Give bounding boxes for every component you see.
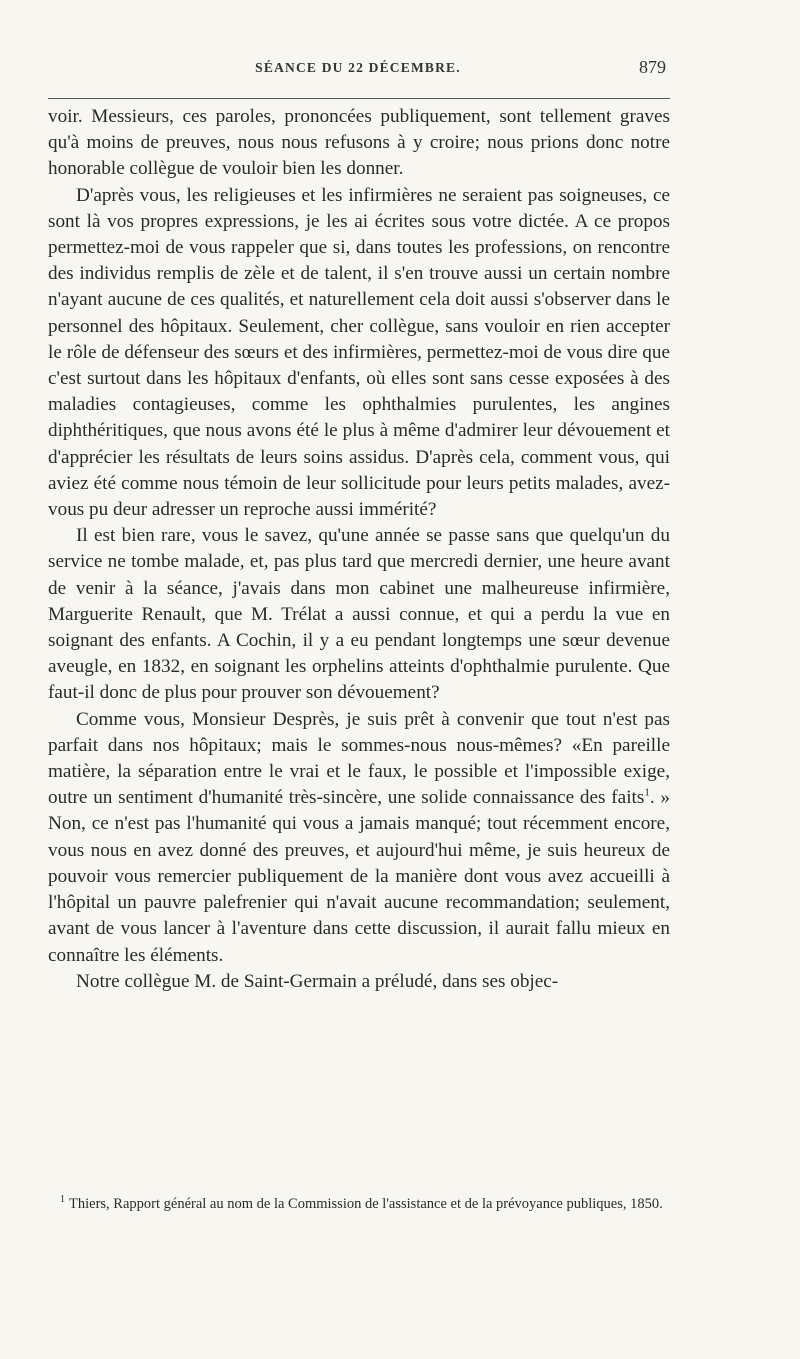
paragraph: Notre collègue M. de Saint-Germain a préludé, dans ses objec- [76,970,559,992]
page-number: 879 [639,57,666,77]
paragraph: Il est bien rare, vous le savez, qu'une année se passe sans que quelqu'un du service ne tombe malade, et, pas plus tard que mercredi dernier, une heure avant de venir à la séance, j'avais dans mon cabinet une malheureuse infirmière, Marguerite Renault, que M. Trélat a aussi connue, et qui a perdu la vue en soignant des enfants. A Cochin, il y a eu pendant longtemps une sœur devenue aveugle, en 1832, en soignant les orphelins atteints d'ophthalmie purulente. Que faut-il donc de plus pour prouver son dévouement? [48,525,670,704]
footnote-reference[interactable]: 1 [644,786,650,799]
footnote-text: Thiers, Rapport général au nom de la Commission de l'assistance et de la prévoyance publiques, 1850. [69,1196,663,1212]
footnote-marker: 1 [60,1194,65,1206]
paragraph: D'après vous, les religieuses et les infirmières ne seraient pas soigneuses, ce sont là vos propres expressions, je les ai écrites sous votre dictée. A ce propos permettez-moi de vous rappeler que si, dans toutes les professions, on rencontre des individus remplis de zèle et de talent, il s'en trouve aussi un certain nombre n'ayant aucune de ces qualités, et naturellement cela doit aussi s'observer dans le personnel des hôpitaux. Seulement, cher collègue, sans vouloir en rien accepter le rôle de défenseur des sœurs et des infirmières, permettez-moi de vous dire que c'est surtout dans les hôpitaux d'enfants, où elles sont sans cesse exposées à des maladies contagieuses, comme les ophthalmies purulentes, les angines diphthéritiques, que nous avons été le plus à même d'admirer leur dévouement et d'apprécier les résultats de leurs soins assidus. D'après cela, comment vous, qui aviez été comme nous témoin de leur sollicitude pour leurs petits malades, avez-vous pu deur adresser un reproche aussi immérité? [48,184,670,521]
paragraph-text: Comme vous, Monsieur Desprès, je suis prêt à convenir que tout n'est pas parfait dans nos hôpitaux; mais le sommes-nous nous-mêmes? «En pareille matière, la séparation entre le vrai et le faux, le possible et l'impossible exige, outre un sentiment d'humanité très-sincère, une solide connaissance des faits [48,708,670,809]
header-rule [48,98,670,99]
footnotes [48,1194,670,1214]
running-header [48,57,668,88]
paragraph: voir. Messieurs, ces paroles, prononcées publiquement, sont tellement graves qu'à moins de preuves, nous nous refusons à y croire; nous prions donc notre honorable collègue de vouloir bien les donner. [48,106,670,180]
paragraph [48,707,670,969]
footnote [48,1194,670,1214]
paragraph-text: . » Non, ce n'est pas l'humanité qui vous a jamais manqué; tout récemment encore, vous nous en avez donné des preuves, et aujourd'hui même, je suis heureux de pouvoir vous remercier publiquement de la manière dont vous avez accueilli à l'hôpital un pauvre palefrenier qui n'avait aucune recommandation; seulement, avant de vous lancer à l'aventure dans cette discussion, il aurait fallu mieux en connaître les éléments. [48,787,671,966]
running-title: SÉANCE DU 22 DÉCEMBRE. [255,60,461,75]
body-text [48,104,670,995]
